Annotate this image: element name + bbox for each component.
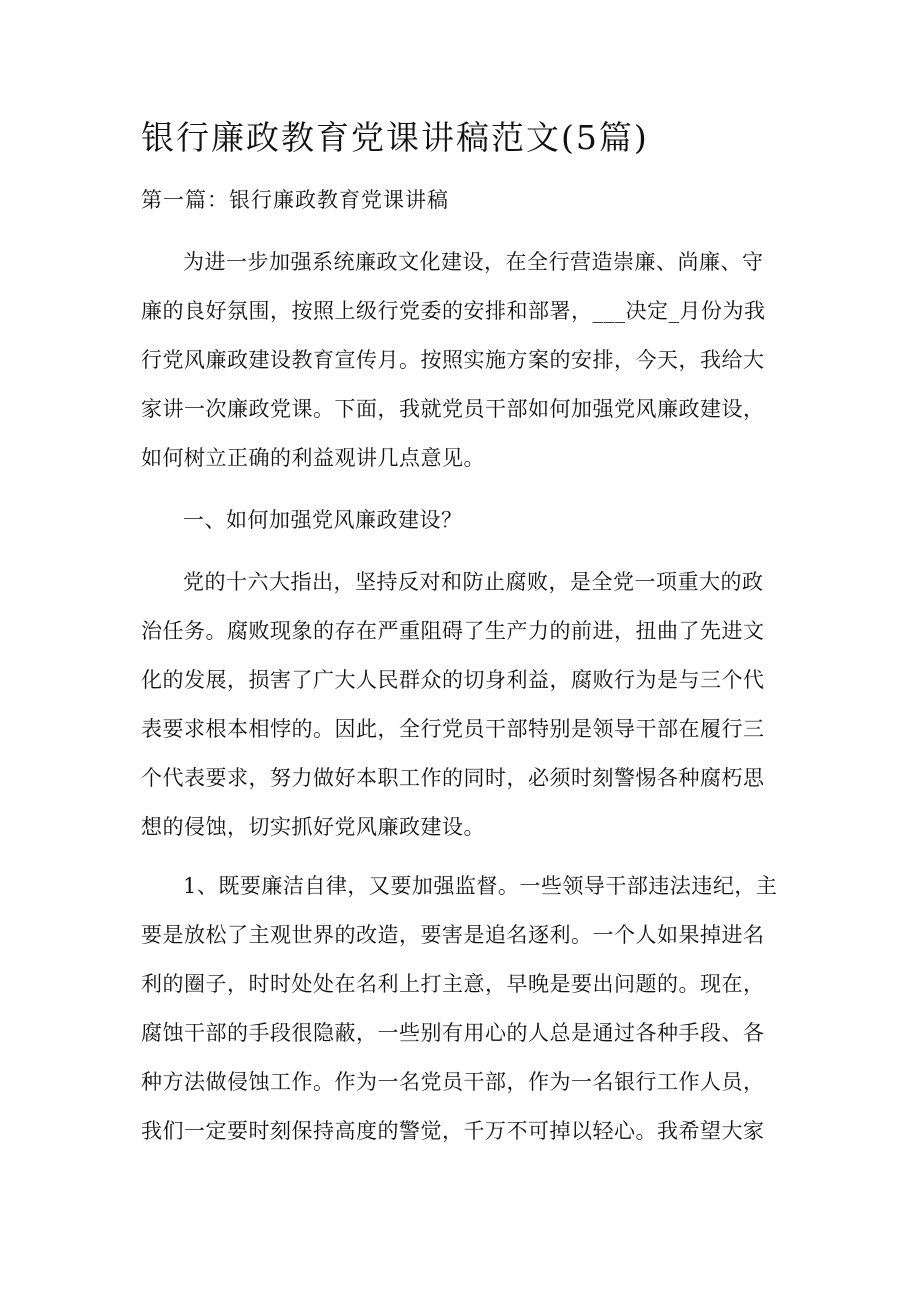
paragraph-line: 如何树立正确的利益观讲几点意见。	[141, 446, 485, 470]
paragraph-line: 化的发展，损害了广大人民群众的切身利益，腐败行为是与三个代	[141, 668, 765, 692]
subheading-line: 一、如何加强党风廉政建设？	[183, 508, 463, 532]
paragraph-line: 1、既要廉洁自律，又要加强监督。一些领导干部违法违纪，主	[183, 874, 778, 898]
paragraph-point-1	[141, 862, 781, 1156]
subheading-1	[141, 496, 781, 545]
paragraph-intro	[141, 238, 781, 483]
paragraph-line: 为进一步加强系统廉政文化建设，在全行营造崇廉、尚廉、守	[183, 250, 764, 274]
paragraph-line: 我们一定要时刻保持高度的警觉，千万不可掉以轻心。我希望大家	[141, 1119, 765, 1143]
paragraph-line: 廉的良好氛围，按照上级行党委的安排和部署，___决定_月份为我	[141, 299, 766, 323]
paragraph-line: 党的十六大指出，坚持反对和防止腐败，是全党一项重大的政	[183, 570, 764, 594]
paragraph-line: 表要求根本相悖的。因此，全行党员干部特别是领导干部在履行三	[141, 717, 765, 741]
paragraph-line: 想的侵蚀，切实抓好党风廉政建设。	[141, 815, 485, 839]
paragraph-line: 要是放松了主观世界的改造，要害是追名逐利。一个人如果掉进名	[141, 923, 765, 947]
document-title: 银行廉政教育党课讲稿范文(5篇)	[141, 118, 649, 157]
paragraph-line: 种方法做侵蚀工作。作为一名党员干部，作为一名银行工作人员，	[141, 1070, 765, 1094]
paragraph-party-congress	[141, 558, 781, 852]
paragraph-line: 家讲一次廉政党课。下面，我就党员干部如何加强党风廉政建设，	[141, 397, 765, 421]
paragraph-line: 行党风廉政建设教育宣传月。按照实施方案的安排，今天，我给大	[141, 348, 765, 372]
section-heading: 第一篇：银行廉政教育党课讲稿	[141, 188, 449, 212]
paragraph-line: 利的圈子，时时处处在名利上打主意，早晚是要出问题的。现在，	[141, 972, 765, 996]
paragraph-line: 腐蚀干部的手段很隐蔽，一些别有用心的人总是通过各种手段、各	[141, 1021, 765, 1045]
paragraph-line: 个代表要求，努力做好本职工作的同时，必须时刻警惕各种腐朽思	[141, 766, 765, 790]
paragraph-line: 治任务。腐败现象的存在严重阻碍了生产力的前进，扭曲了先进文	[141, 619, 765, 643]
